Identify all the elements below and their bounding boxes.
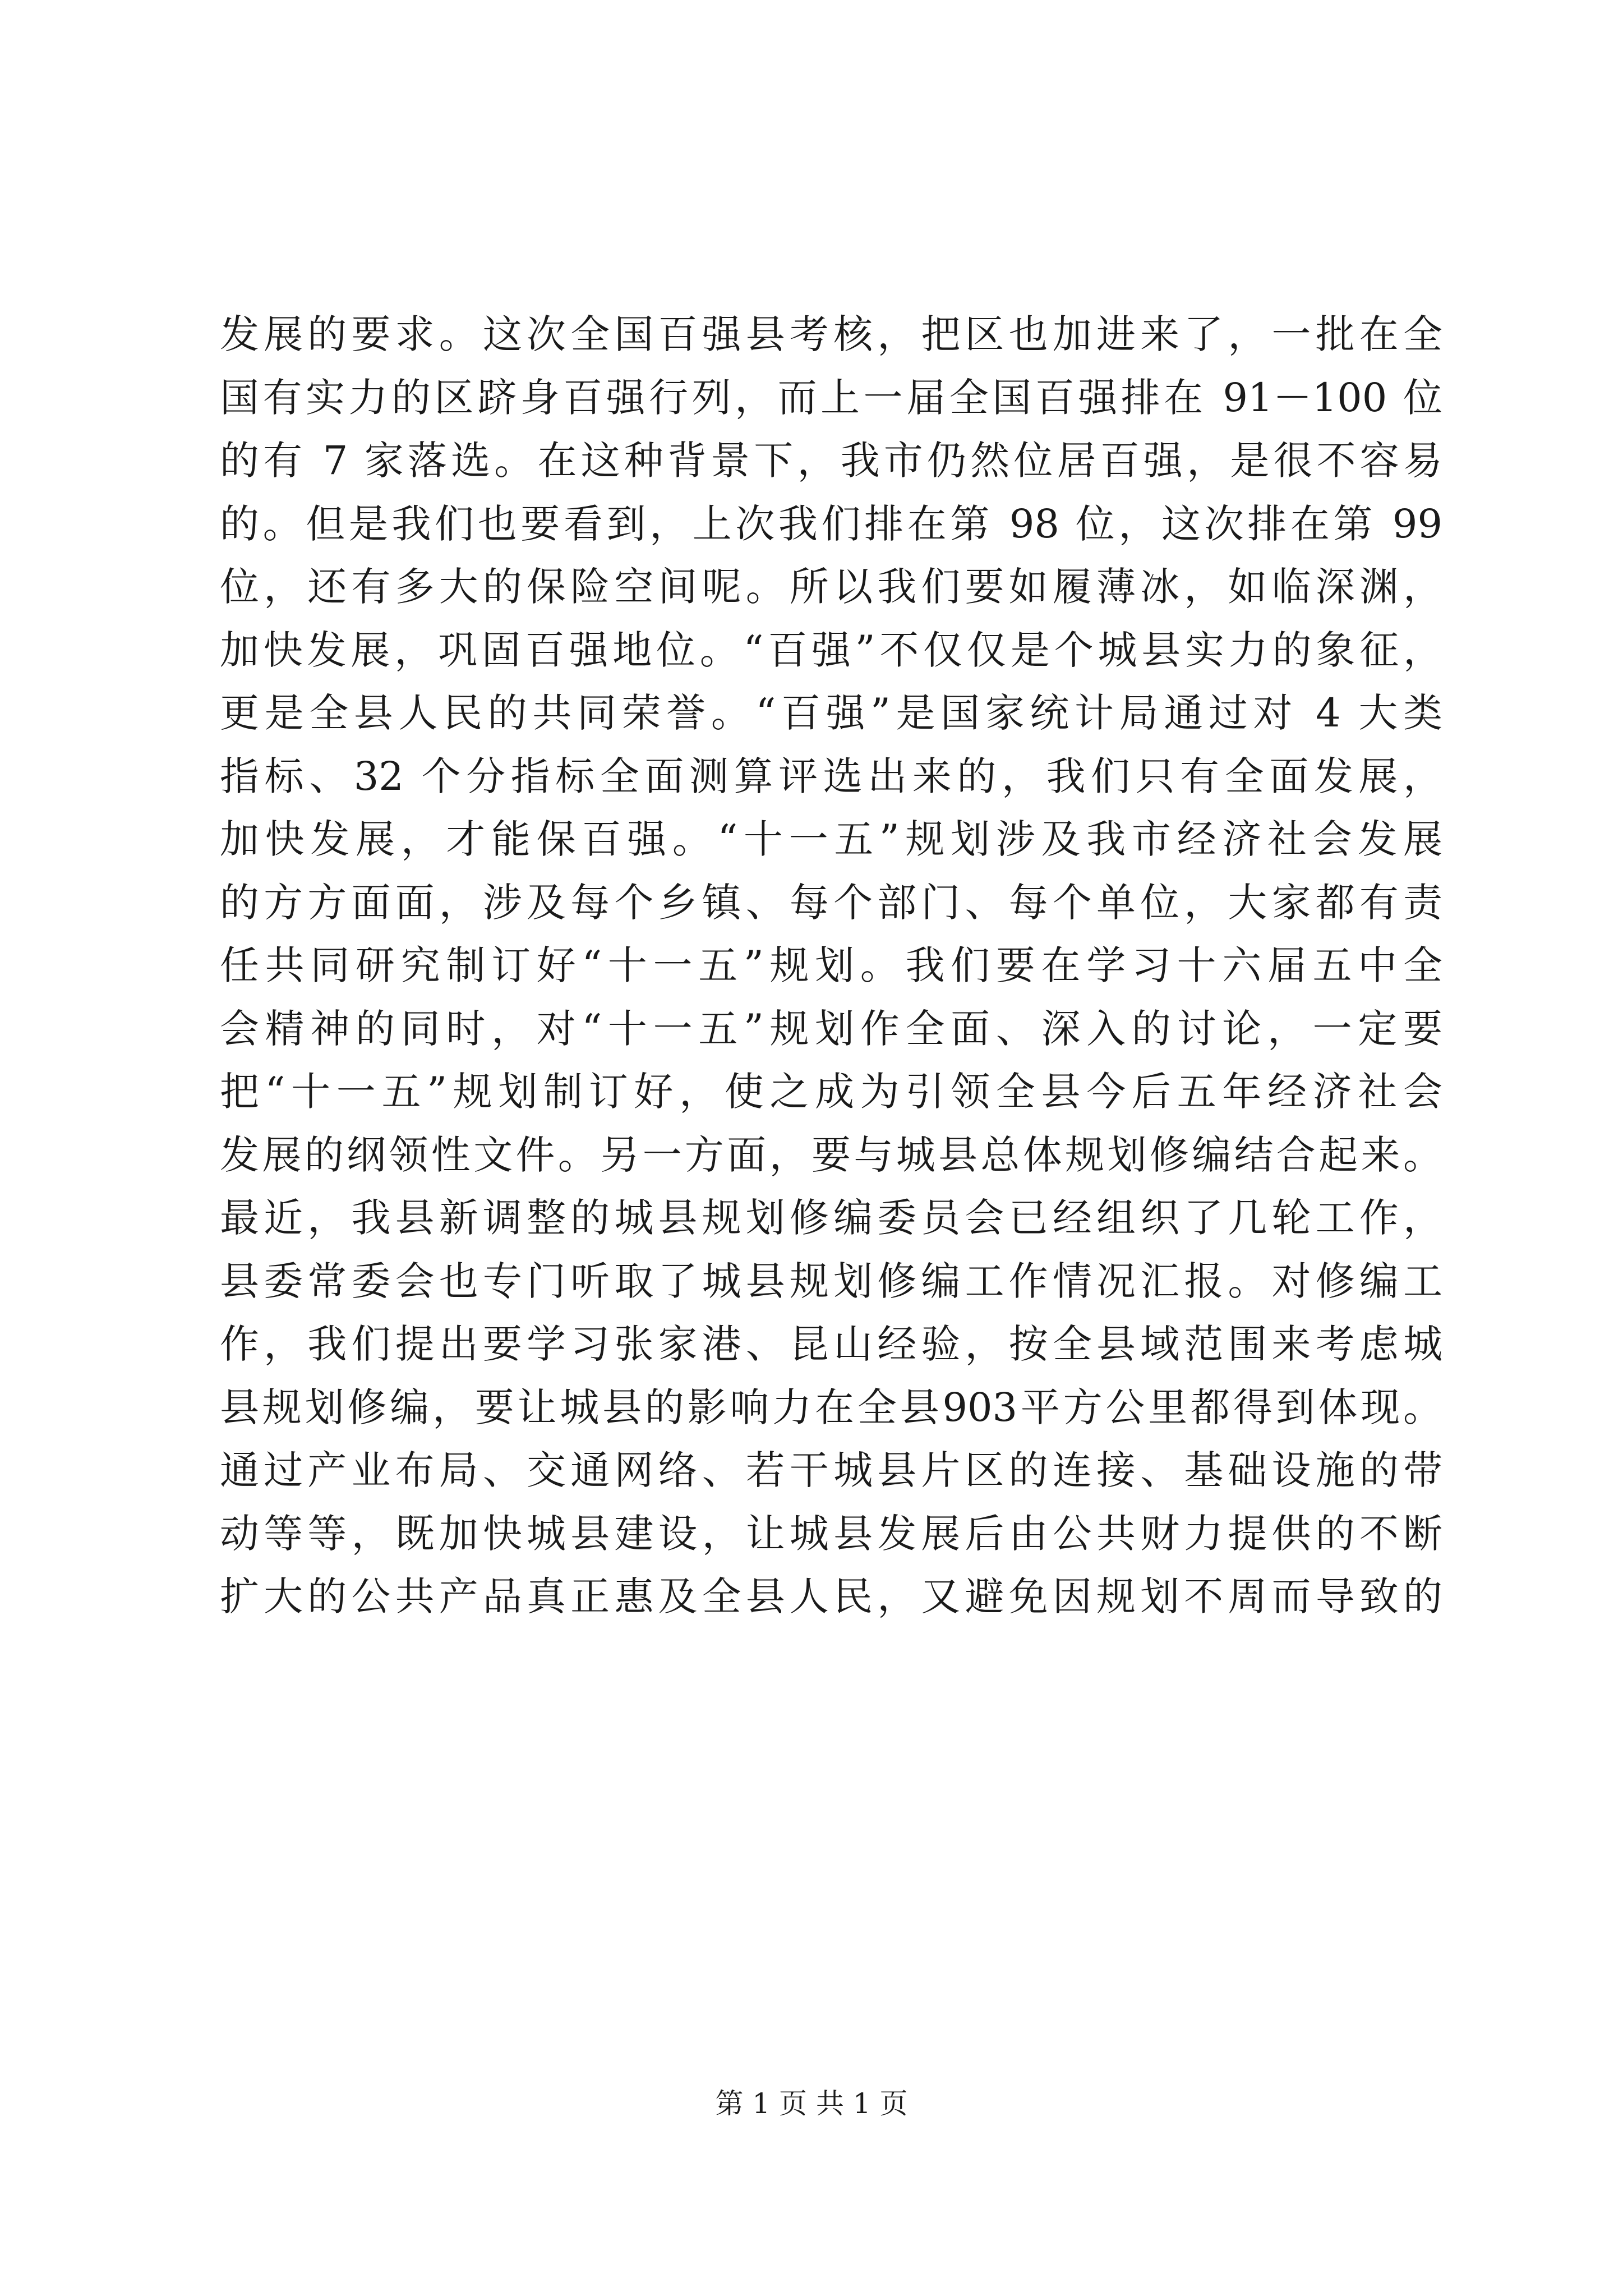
text-line-21: 扩大的公共产品真正惠及全县人民，又避免因规划不周而导致的 bbox=[220, 1573, 1442, 1619]
text-line-12: 会精神的同时，对“十一五”规划作全面、深入的讨论，一定要 bbox=[220, 1005, 1442, 1052]
text-line-7: 更是全县人民的共同荣誉。“百强”是国家统计局通过对 4 大类 bbox=[220, 690, 1442, 736]
text-line-6: 加快发展，巩固百强地位。“百强”不仅仅是个城县实力的象征， bbox=[220, 627, 1442, 673]
text-line-8: 指标、32 个分指标全面测算评选出来的，我们只有全面发展， bbox=[220, 753, 1442, 799]
text-line-11: 任共同研究制订好“十一五”规划。我们要在学习十六届五中全 bbox=[220, 942, 1442, 988]
text-line-1: 发展的要求。这次全国百强县考核，把区也加进来了，一批在全 bbox=[220, 311, 1442, 357]
text-line-19: 通过产业布局、交通网络、若干城县片区的连接、基础设施的带 bbox=[220, 1447, 1442, 1493]
text-line-3: 的有 7 家落选。在这种背景下，我市仍然位居百强，是很不容易 bbox=[220, 438, 1442, 484]
text-line-17: 作，我们提出要学习张家港、昆山经验，按全县域范围来考虑城 bbox=[220, 1321, 1442, 1367]
text-line-10: 的方方面面，涉及每个乡镇、每个部门、每个单位，大家都有责 bbox=[220, 879, 1442, 926]
text-line-4: 的。但是我们也要看到，上次我们排在第 98 位，这次排在第 99 bbox=[220, 500, 1442, 547]
text-line-15: 最近，我县新调整的城县规划修编委员会已经组织了几轮工作， bbox=[220, 1195, 1442, 1241]
text-line-9: 加快发展，才能保百强。“十一五”规划涉及我市经济社会发展 bbox=[220, 816, 1442, 862]
text-line-13: 把“十一五”规划制订好，使之成为引领全县今后五年经济社会 bbox=[220, 1069, 1442, 1115]
text-line-16: 县委常委会也专门听取了城县规划修编工作情况汇报。对修编工 bbox=[220, 1258, 1442, 1304]
body-text bbox=[220, 303, 1442, 1628]
text-line-5: 位，还有多大的保险空间呢。所以我们要如履薄冰，如临深渊， bbox=[220, 564, 1442, 610]
text-line-14: 发展的纲领性文件。另一方面，要与城县总体规划修编结合起来。 bbox=[220, 1131, 1442, 1178]
text-line-2: 国有实力的区跻身百强行列，而上一届全国百强排在 91－100 位 bbox=[220, 374, 1442, 421]
page-footer: 第 1 页 共 1 页 bbox=[715, 2087, 908, 2120]
text-line-20: 动等等，既加快城县建设，让城县发展后由公共财力提供的不断 bbox=[220, 1510, 1442, 1557]
text-line-18: 县规划修编，要让城县的影响力在全县903平方公里都得到体现。 bbox=[220, 1384, 1442, 1430]
